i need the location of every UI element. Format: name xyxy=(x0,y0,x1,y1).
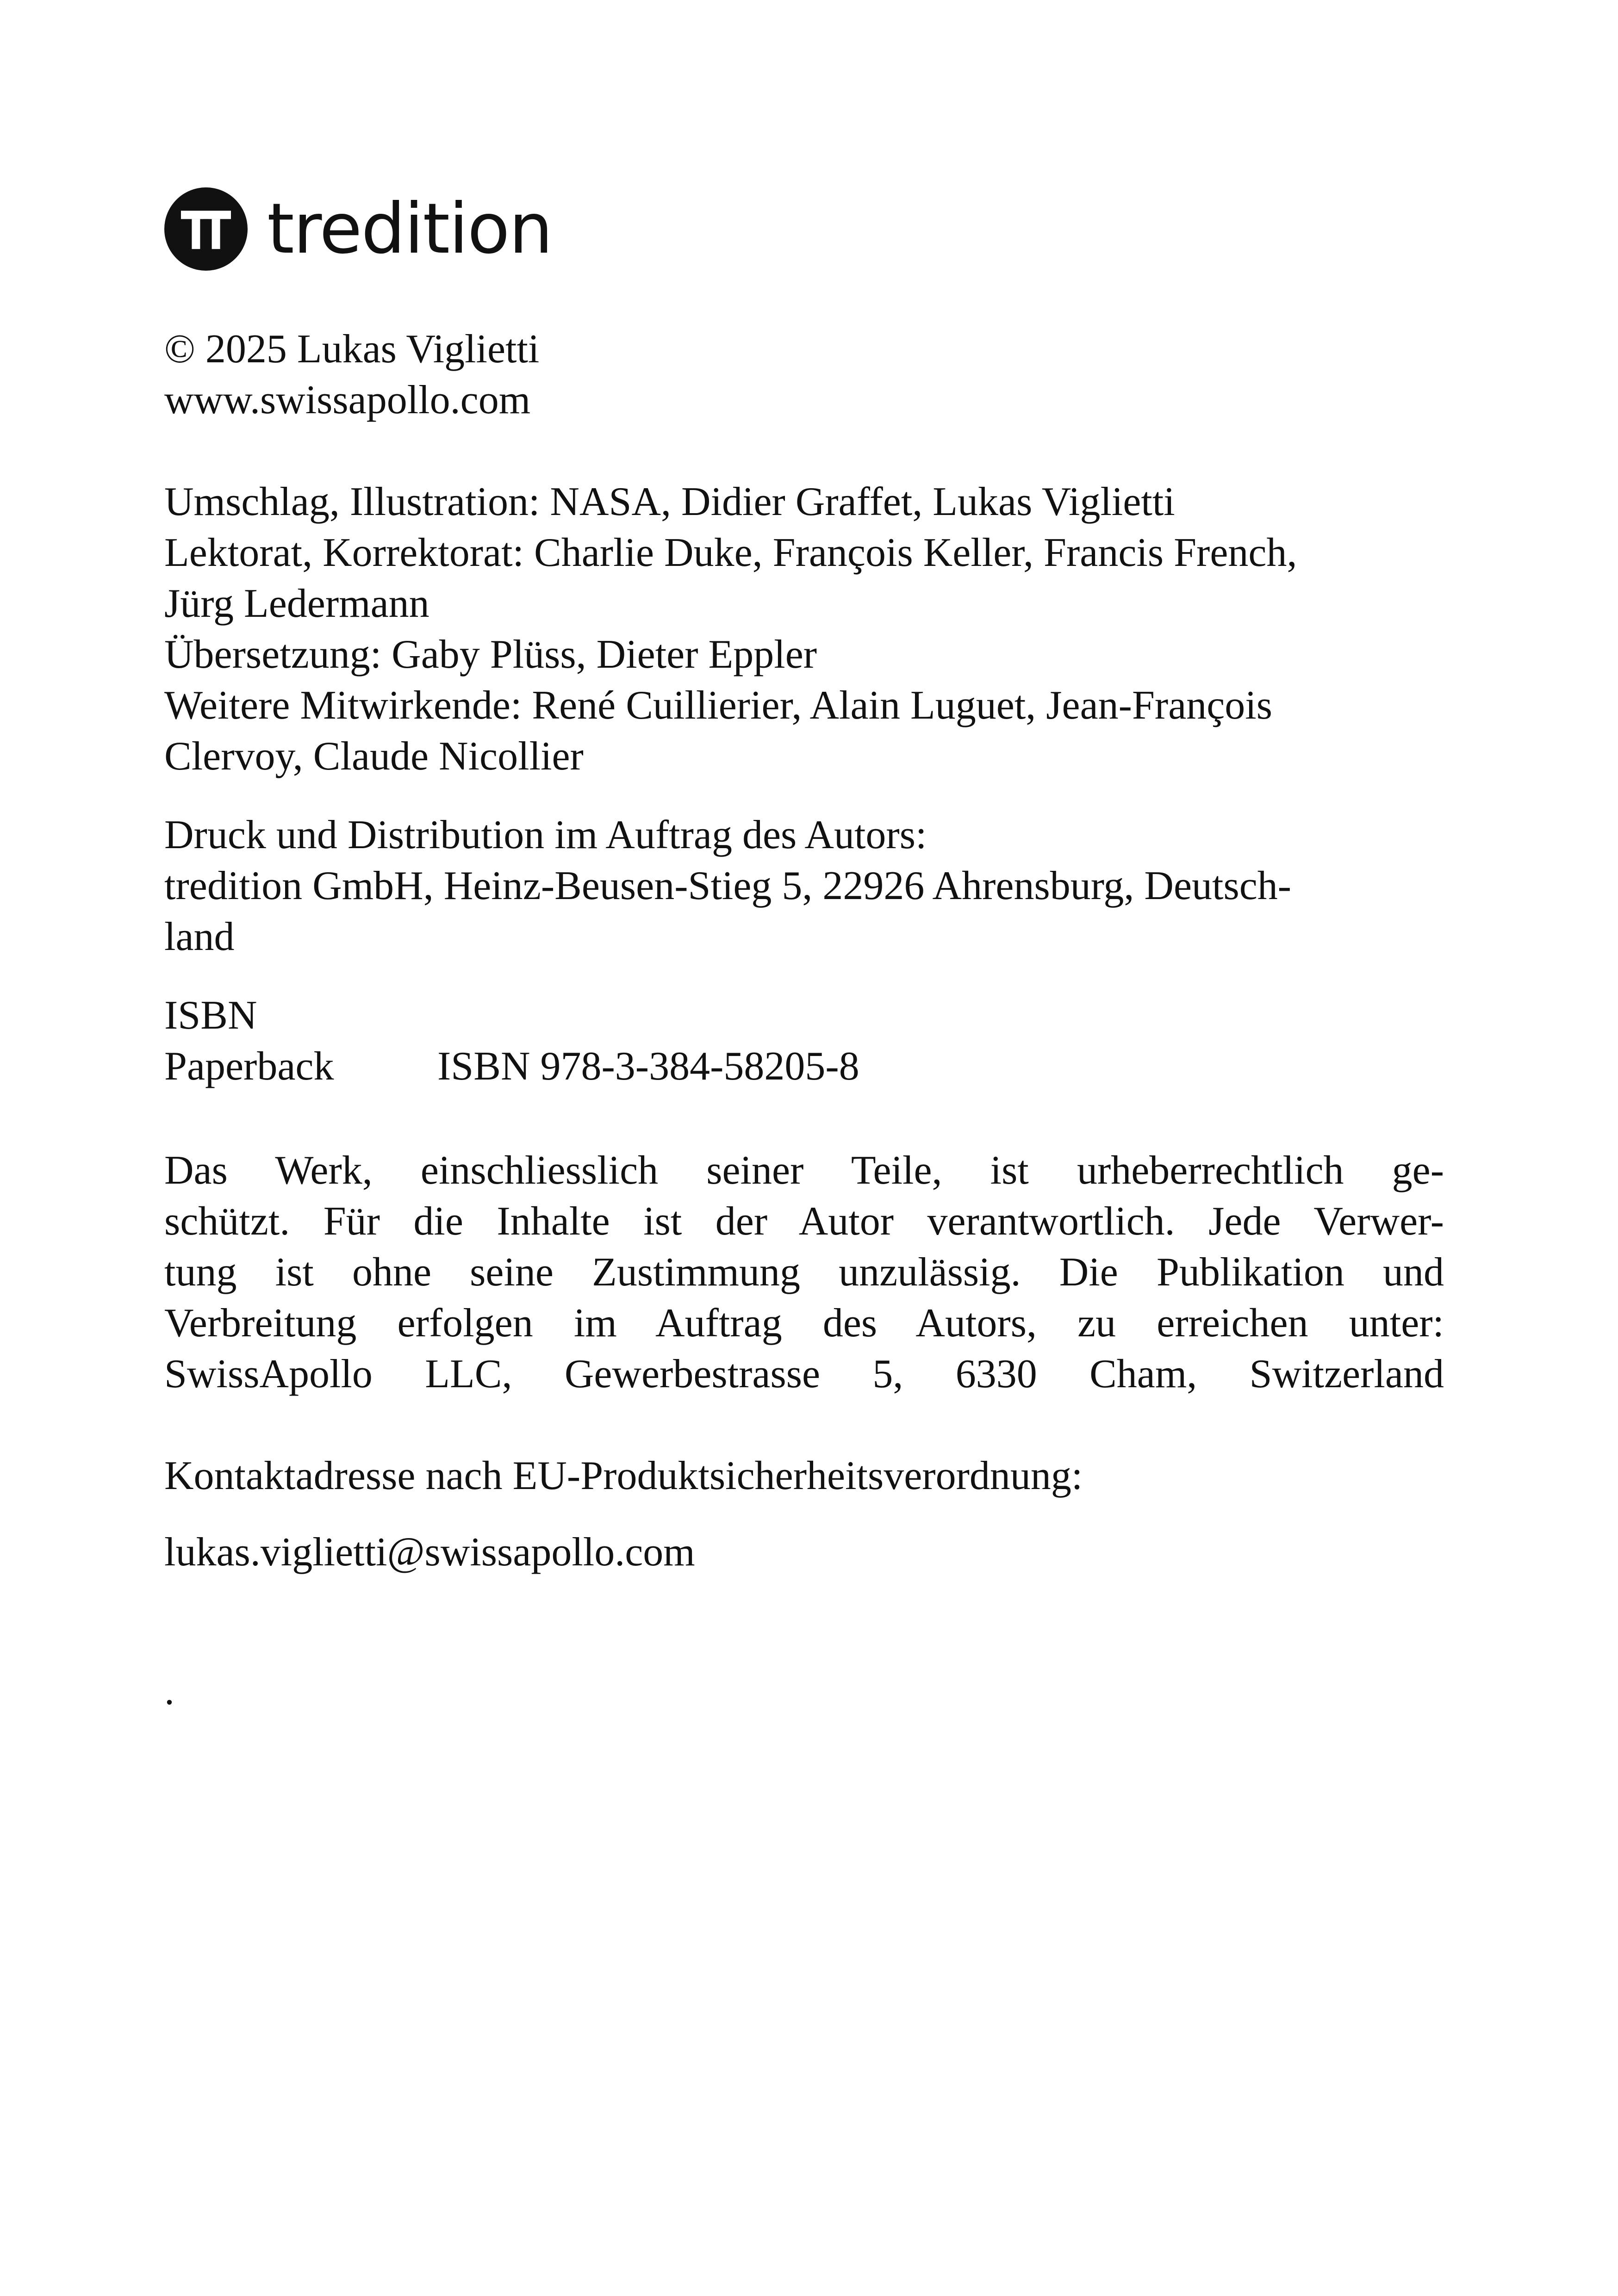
distribution-line: land xyxy=(164,914,235,959)
distribution-line: tredition GmbH, Heinz-Beusen-Stieg 5, 22926 Ahrensburg, Deutsch- xyxy=(164,863,1292,908)
publisher-wordmark: tredition xyxy=(267,189,552,269)
isbn-value: ISBN 978-3-384-58205-8 xyxy=(437,1044,859,1089)
legal-line: schützt. Für die Inhalte ist der Autor verantwortlich. Jede Verwer- xyxy=(164,1199,1444,1244)
legal-line: Das Werk, einschliesslich seiner Teile, ist urheberrechtlich ge- xyxy=(164,1148,1444,1193)
contact-email: lukas.viglietti@swissapollo.com xyxy=(164,1530,695,1575)
credit-line: Lektorat, Korrektorat: Charlie Duke, François Keller, Francis French, xyxy=(164,530,1297,575)
credit-line: Umschlag, Illustration: NASA, Didier Graffet, Lukas Viglietti xyxy=(164,479,1175,524)
legal-line: SwissApollo LLC, Gewerbestrasse 5, 6330 Cham, Switzerland xyxy=(164,1352,1444,1396)
distribution-line: Druck und Distribution im Auftrag des Autors: xyxy=(164,813,927,857)
isbn-format-label: Paperback xyxy=(164,1044,334,1089)
legal-line: tung ist ohne seine Zustimmung unzulässig. Die Publikation und xyxy=(164,1250,1444,1295)
tredition-logo-icon xyxy=(164,187,248,271)
copyright-line: © 2025 Lukas Viglietti xyxy=(164,327,540,372)
website-line: www.swissapollo.com xyxy=(164,378,531,422)
credit-line: Jürg Ledermann xyxy=(164,581,429,626)
publisher-logo xyxy=(164,187,552,271)
credit-line: Clervoy, Claude Nicollier xyxy=(164,734,584,779)
contact-label: Kontaktadresse nach EU-Produktsicherheitsverordnung: xyxy=(164,1453,1083,1498)
credit-line: Übersetzung: Gaby Plüss, Dieter Eppler xyxy=(164,632,817,677)
trailing-mark: . xyxy=(164,1669,174,1713)
credit-line: Weitere Mitwirkende: René Cuillierier, Alain Luguet, Jean-François xyxy=(164,683,1273,728)
legal-line: Verbreitung erfolgen im Auftrag des Autors, zu erreichen unter: xyxy=(164,1301,1444,1346)
isbn-heading: ISBN xyxy=(164,993,257,1038)
